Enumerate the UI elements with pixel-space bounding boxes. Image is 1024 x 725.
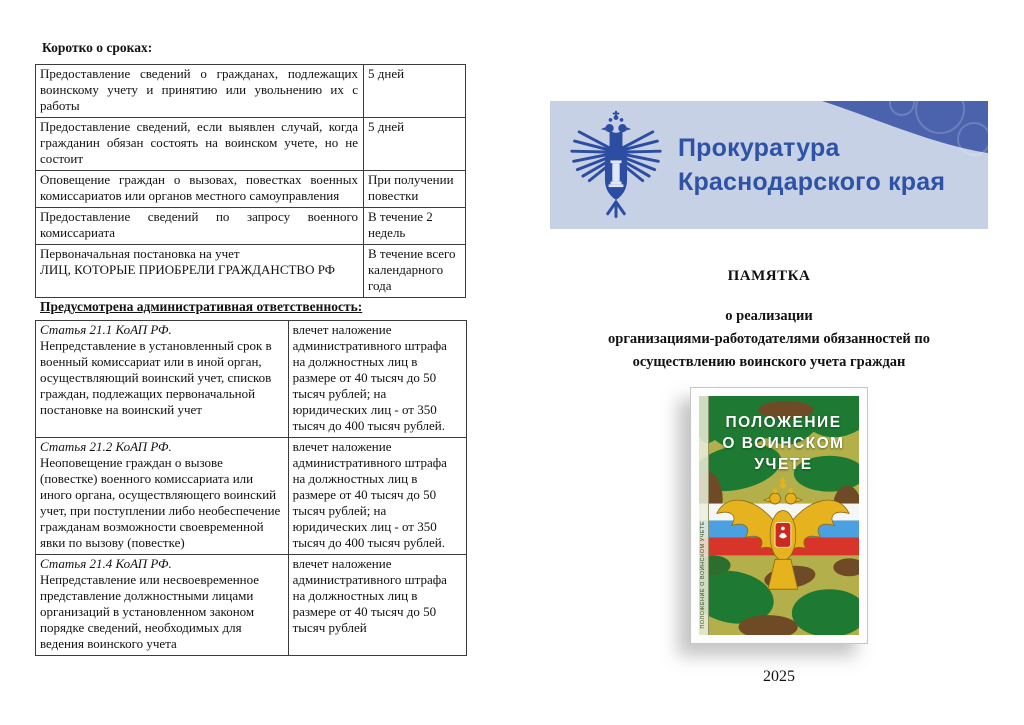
terms-heading: Коротко о сроках: [42,40,153,55]
term-cell: Предоставление сведений по запросу военного комиссариата [36,208,364,245]
deadline-cell: При получении повестки [364,171,466,208]
org-name-line2: Краснодарского края [678,168,946,196]
table-row [36,555,467,656]
subtitle-line: организациями-работодателями обязанностей по [608,331,930,347]
memo-title: ПАМЯТКА [727,268,811,284]
term-cell: Оповещение граждан о вызовах, повестках военных комиссариатов или органов местного самоуправления [36,171,364,208]
book-spine [699,396,709,635]
table-row [36,118,466,171]
offense-cell [36,321,289,438]
book-spine-text: ПОЛОЖЕНИЕ О ВОИНСКОМ УЧЕТЕ [700,521,706,629]
book-title-line: ПОЛОЖЕНИЕ [725,414,842,431]
term-cell: Предоставление сведений о гражданах, подлежащих воинскому учету и принятию или увольнению их с работы [36,65,364,118]
book-cover-image [690,387,868,644]
subtitle-line: о реализации [725,308,813,324]
deadline-cell: В течение всего календарного года [364,245,466,298]
table-row [36,208,466,245]
term-line-caps: ЛИЦ, КОТОРЫЕ ПРИОБРЕЛИ ГРАЖДАНСТВО РФ [40,262,336,277]
penalty-cell: влечет наложение административного штрафа на должностных лиц в размере от 40 тысяч до 50 тысяч рублей; на юридических лиц - от 350 тысяч до 400 тысяч рублей. [288,438,466,555]
terms-table [35,64,466,298]
admin-liability-table [35,320,467,656]
table-row [36,438,467,555]
year-label: 2025 [763,668,795,685]
deadline-cell: 5 дней [364,65,466,118]
offense-text: Неоповещение граждан о вызове (повестке) военного комиссариата или иного органа, осуществляющего воинский учет, при поступлении либо необеспечение гражданам возможности своевременной явки по вызову (повестке) [40,455,281,550]
org-name-line1: Прокуратура [678,134,840,162]
book-title [708,412,859,475]
deadline-cell: В течение 2 недель [364,208,466,245]
offense-cell [36,438,289,555]
offense-text: Непредставление или несвоевременное представление должностными лицами организаций в установленном законом порядке сведений, необходимых для ведения воинского учета [40,572,260,651]
book-cover [699,396,859,635]
penalty-cell: влечет наложение административного штрафа на должностных лиц в размере от 40 тысяч до 50 тысяч рублей; на юридических лиц - от 350 тысяч до 400 тысяч рублей. [288,321,466,438]
subtitle-line: осуществлению воинского учета граждан [632,354,906,370]
article-ref: Статья 21.2 КоАП РФ. [40,439,172,454]
prosecutor-eagle-icon [570,109,662,221]
term-line: Первоначальная постановка на учет [40,246,240,261]
article-ref: Статья 21.4 КоАП РФ. [40,556,172,571]
offense-cell [36,555,289,656]
deadline-cell: 5 дней [364,118,466,171]
penalty-cell: влечет наложение административного штрафа на должностных лиц в размере от 40 тысяч до 50 тысяч рублей [288,555,466,656]
book-title-line: О ВОИНСКОМ [722,435,845,452]
table-row [36,321,467,438]
prosecutor-banner [550,101,988,229]
article-ref: Статья 21.1 КоАП РФ. [40,322,172,337]
admin-liability-heading: Предусмотрена административная ответственность: [40,299,363,314]
table-row [36,65,466,118]
memo-subtitle [540,305,998,374]
prosecutor-org-name [678,131,945,199]
table-row [36,171,466,208]
offense-text: Непредставление в установленный срок в военный комиссариат или в иной орган, осуществляющий воинский учет, списков граждан, подлежащих первоначальной постановке на воинский учет [40,338,272,417]
table-row [36,245,466,298]
term-cell: Предоставление сведений, если выявлен случай, когда гражданин обязан состоять на воинском учете, но не состоит [36,118,364,171]
book-title-line: УЧЕТЕ [754,456,813,473]
term-cell [36,245,364,298]
